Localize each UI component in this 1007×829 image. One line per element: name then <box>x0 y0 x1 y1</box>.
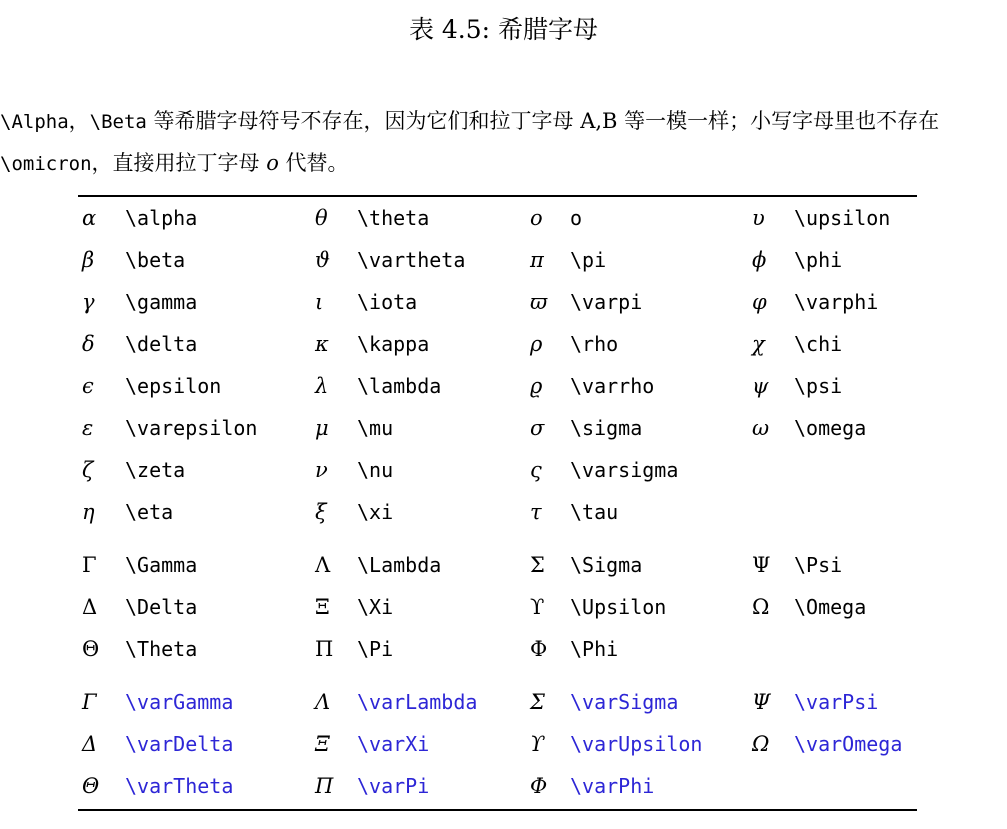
greek-symbol: ζ <box>82 457 94 482</box>
latex-command: \varepsilon <box>125 416 258 440</box>
latex-command: \eta <box>125 500 174 524</box>
paragraph-line <box>0 142 1007 184</box>
latex-command: \Pi <box>357 637 394 661</box>
latex-command: \pi <box>570 248 607 272</box>
greek-symbol: Γ <box>82 689 97 714</box>
latex-command-link[interactable]: \varSigma <box>570 690 679 714</box>
greek-symbol: ρ <box>530 331 543 356</box>
table-row <box>78 544 918 586</box>
greek-symbol: Ψ <box>752 552 771 577</box>
greek-symbol: ϖ <box>530 289 548 314</box>
greek-symbol: β <box>82 247 95 272</box>
greek-symbol: ς <box>530 457 542 482</box>
latex-command: \gamma <box>125 290 198 314</box>
table-caption: 表 4.5: 希腊字母 <box>408 15 599 44</box>
greek-symbol: ϕ <box>752 247 767 272</box>
table-row <box>78 449 918 491</box>
table-row <box>78 628 918 670</box>
latex-command: \phi <box>794 248 843 272</box>
greek-symbol: ϵ <box>82 373 94 398</box>
latex-command: \xi <box>357 500 394 524</box>
latex-command: \Upsilon <box>570 595 667 619</box>
greek-symbol: γ <box>82 289 95 314</box>
table-row <box>78 365 918 407</box>
greek-symbol: Φ <box>530 636 548 661</box>
latex-command: \epsilon <box>125 374 222 398</box>
latex-command: \varphi <box>794 290 879 314</box>
greek-symbol: ϑ <box>315 247 331 272</box>
greek-symbol: δ <box>82 331 95 356</box>
table-row <box>78 765 918 807</box>
table-row <box>78 681 918 723</box>
latex-command: \delta <box>125 332 198 356</box>
table-row <box>78 723 918 765</box>
latex-command-link[interactable]: \varGamma <box>125 690 234 714</box>
table-row <box>78 491 918 533</box>
greek-symbol: ϒ <box>530 731 545 756</box>
greek-symbol: Ω <box>752 594 770 619</box>
text-segment: o <box>266 151 279 175</box>
latex-command: \tau <box>570 500 619 524</box>
table-bottom-rule <box>78 809 917 811</box>
greek-symbol: φ <box>752 289 767 314</box>
greek-symbol: σ <box>530 415 545 440</box>
greek-symbol: κ <box>315 331 329 356</box>
greek-symbol: Π <box>315 773 334 798</box>
latex-command: \varpi <box>570 290 643 314</box>
table-group-lowercase <box>78 197 918 533</box>
greek-symbol: λ <box>315 373 329 398</box>
latex-command: \Xi <box>357 595 394 619</box>
latex-command-link[interactable]: \varPhi <box>570 774 655 798</box>
latex-command: \kappa <box>357 332 430 356</box>
greek-symbol: ω <box>752 415 770 440</box>
greek-symbol: Ξ <box>315 594 330 619</box>
latex-command: \chi <box>794 332 843 356</box>
greek-symbol: ϱ <box>530 373 543 398</box>
text-segment: ， <box>68 109 90 133</box>
latex-command: \lambda <box>357 374 442 398</box>
greek-symbol: ι <box>315 289 324 314</box>
greek-symbol: Γ <box>82 552 97 577</box>
greek-symbol: Δ <box>82 594 98 619</box>
greek-symbol: ε <box>82 415 94 440</box>
text-segment: 等希腊字母符号不存在，因为它们和拉丁字母 A,B 等一模一样；小写字母里也不存在 <box>146 109 940 133</box>
greek-symbol: ϒ <box>530 594 545 619</box>
table-row <box>78 586 918 628</box>
table-row <box>78 323 918 365</box>
latex-command: \upsilon <box>794 206 891 230</box>
latex-command-link[interactable]: \varUpsilon <box>570 732 703 756</box>
latex-command: \Gamma <box>125 553 198 577</box>
greek-symbol: Λ <box>315 552 331 577</box>
latex-command: \Phi <box>570 637 619 661</box>
greek-symbol: θ <box>315 205 328 230</box>
latex-command: \theta <box>357 206 430 230</box>
latex-command: \Psi <box>794 553 843 577</box>
greek-symbol: μ <box>315 415 329 440</box>
greek-symbol: τ <box>530 499 542 524</box>
latex-command: \mu <box>357 416 394 440</box>
greek-symbol: π <box>530 247 544 272</box>
table-row <box>78 197 918 239</box>
latex-command-link[interactable]: \varDelta <box>125 732 234 756</box>
paragraph-line <box>0 100 1007 142</box>
greek-symbol: ψ <box>752 373 769 398</box>
greek-symbol: Δ <box>82 731 98 756</box>
latex-command: o <box>570 206 583 230</box>
latex-command-link[interactable]: \varLambda <box>357 690 478 714</box>
greek-symbol: Φ <box>530 773 548 798</box>
latex-command-inline: \Beta <box>89 111 147 133</box>
latex-command: \sigma <box>570 416 643 440</box>
greek-table-body <box>78 197 918 807</box>
greek-symbol: Θ <box>82 773 100 798</box>
greek-symbol: χ <box>752 331 765 356</box>
latex-command: \vartheta <box>357 248 466 272</box>
greek-symbol: Σ <box>530 552 545 577</box>
latex-command: \iota <box>357 290 418 314</box>
latex-command-inline: \Alpha <box>0 111 69 133</box>
greek-symbol: Λ <box>315 689 331 714</box>
latex-command-inline: \omicron <box>0 153 92 175</box>
latex-command-link[interactable]: \varOmega <box>794 732 903 756</box>
greek-symbol: α <box>82 205 97 230</box>
greek-symbol: Ξ <box>315 731 330 756</box>
greek-symbol: Θ <box>82 636 100 661</box>
latex-command: \Delta <box>125 595 198 619</box>
latex-command: \Omega <box>794 595 867 619</box>
text-segment: 代替。 <box>278 151 349 175</box>
latex-command: \psi <box>794 374 843 398</box>
latex-command: \varrho <box>570 374 655 398</box>
latex-command: \Lambda <box>357 553 442 577</box>
intro-paragraph <box>0 100 1007 184</box>
table-row <box>78 281 918 323</box>
latex-command-link[interactable]: \varPi <box>357 774 430 798</box>
latex-command-link[interactable]: \varTheta <box>125 774 234 798</box>
latex-command: \rho <box>570 332 619 356</box>
greek-symbol: ξ <box>315 499 327 524</box>
latex-command: \varsigma <box>570 458 679 482</box>
greek-symbol: o <box>530 205 543 230</box>
table-group-uppercase-variant <box>78 681 918 807</box>
table-group-uppercase <box>78 544 918 670</box>
latex-command: \Sigma <box>570 553 643 577</box>
latex-command: \alpha <box>125 206 198 230</box>
latex-command: \omega <box>794 416 867 440</box>
latex-command: \zeta <box>125 458 186 482</box>
greek-symbol: υ <box>752 205 765 230</box>
latex-command: \nu <box>357 458 394 482</box>
greek-symbol: ν <box>315 457 328 482</box>
table-row <box>78 407 918 449</box>
text-segment: ，直接用拉丁字母 <box>91 151 267 175</box>
latex-command-link[interactable]: \varPsi <box>794 690 879 714</box>
table-row <box>78 239 918 281</box>
greek-symbol: Ω <box>752 731 770 756</box>
latex-command: \Theta <box>125 637 198 661</box>
greek-symbol: Ψ <box>752 689 771 714</box>
latex-command-link[interactable]: \varXi <box>357 732 430 756</box>
greek-symbol: Σ <box>530 689 545 714</box>
greek-symbol: η <box>82 499 95 524</box>
greek-symbol: Π <box>315 636 334 661</box>
latex-command: \beta <box>125 248 186 272</box>
